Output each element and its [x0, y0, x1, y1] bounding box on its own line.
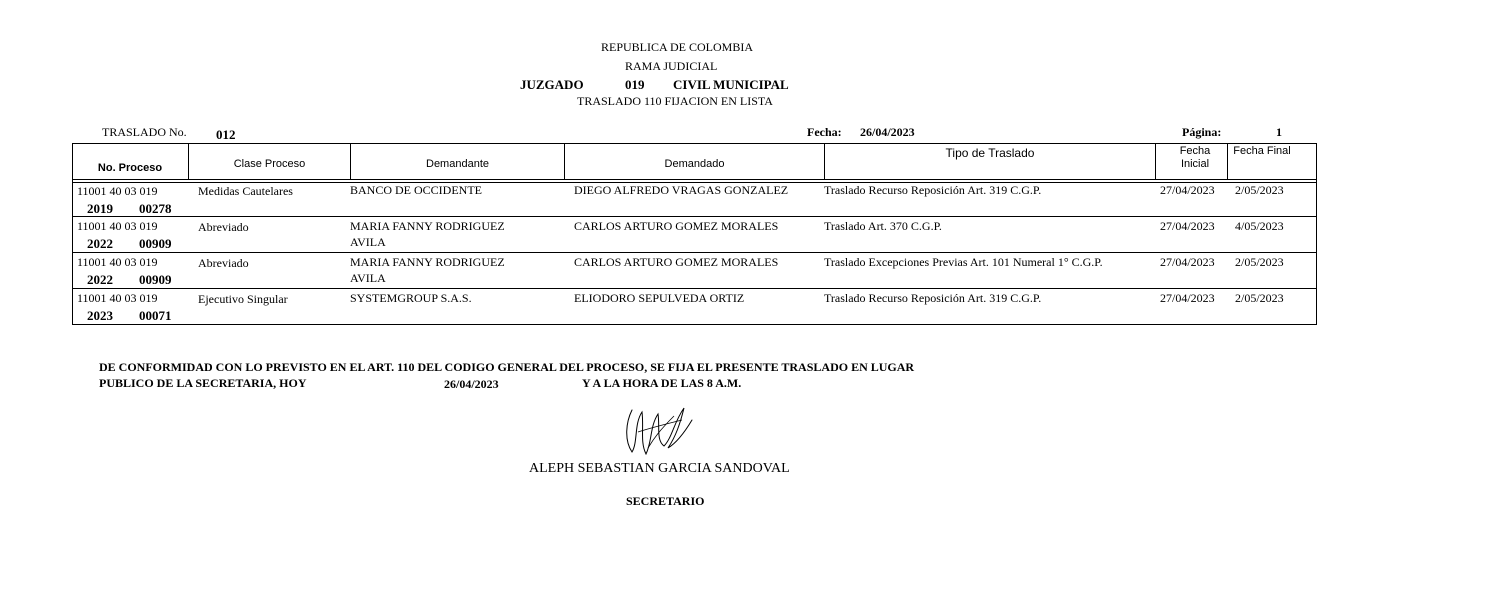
clase-proceso: Abreviado	[198, 256, 249, 270]
fecha-value: 26/04/2023	[860, 125, 915, 139]
clase-proceso: Abreviado	[198, 220, 249, 234]
signature-icon	[620, 402, 700, 467]
col-header-fecha-inicial: Fecha Inicial	[1179, 145, 1211, 170]
fecha-final: 2/05/2023	[1235, 183, 1284, 197]
proceso-number: 00278	[139, 201, 172, 216]
tipo-traslado: Traslado Art. 370 C.G.P.	[824, 219, 942, 233]
traslado-number-label: TRASLADO No.	[102, 125, 187, 139]
header-rama-judicial: RAMA JUDICIAL	[625, 59, 718, 73]
proceso-number: 00909	[139, 272, 172, 287]
proceso-code: 11001 40 03 019	[77, 184, 158, 198]
clase-proceso: Ejecutivo Singular	[198, 292, 288, 306]
fecha-label: Fecha:	[807, 125, 842, 139]
demandado: ELIODORO SEPULVEDA ORTIZ	[574, 291, 745, 305]
clase-proceso: Medidas Cautelares	[198, 184, 293, 198]
pagina-value: 1	[1276, 125, 1282, 139]
demandado: DIEGO ALFREDO VRAGAS GONZALEZ	[574, 183, 789, 197]
header-juzgado-number: 019	[625, 77, 645, 92]
col-header-clase-proceso: Clase Proceso	[233, 158, 306, 170]
footer-legal-text-line2: PUBLICO DE LA SECRETARIA, HOY	[99, 376, 307, 390]
footer-hour-text: Y A LA HORA DE LAS 8 A.M.	[582, 376, 742, 390]
fecha-inicial: 27/04/2023	[1160, 291, 1215, 305]
demandado: CARLOS ARTURO GOMEZ MORALES	[574, 255, 779, 269]
fecha-inicial: 27/04/2023	[1160, 183, 1215, 197]
col-header-demandante: Demandante	[426, 158, 489, 170]
signer-title: SECRETARIO	[626, 494, 705, 508]
fecha-final: 2/05/2023	[1235, 291, 1284, 305]
col-header-fecha-final: Fecha Final	[1233, 145, 1291, 157]
fecha-final: 4/05/2023	[1235, 219, 1284, 233]
fecha-inicial: 27/04/2023	[1160, 219, 1215, 233]
proceso-code: 11001 40 03 019	[77, 291, 158, 305]
proceso-year: 2019	[87, 201, 113, 216]
demandante: SYSTEMGROUP S.A.S.	[350, 291, 472, 305]
proceso-code: 11001 40 03 019	[77, 219, 158, 233]
header-traslado-title: TRASLADO 110 FIJACION EN LISTA	[577, 94, 773, 108]
pagina-label: Página:	[1182, 125, 1222, 139]
col-header-no-proceso: No. Proceso	[97, 162, 163, 174]
proceso-year: 2022	[87, 272, 113, 287]
header-juzgado-type: CIVIL MUNICIPAL	[673, 77, 789, 92]
traslado-number-value: 012	[216, 127, 236, 142]
tipo-traslado: Traslado Recurso Reposición Art. 319 C.G.P.	[824, 291, 1042, 305]
demandante: MARIA FANNY RODRIGUEZ AVILA	[350, 219, 505, 249]
proceso-number: 00071	[139, 308, 172, 323]
signer-name: ALEPH SEBASTIAN GARCIA SANDOVAL	[529, 461, 790, 476]
col-header-tipo-traslado: Tipo de Traslado	[945, 146, 1035, 160]
fecha-final: 2/05/2023	[1235, 255, 1284, 269]
traslados-table	[72, 143, 1317, 325]
proceso-code: 11001 40 03 019	[77, 255, 158, 269]
fecha-inicial: 27/04/2023	[1160, 255, 1215, 269]
demandante: BANCO DE OCCIDENTE	[350, 183, 482, 197]
header-republica: REPUBLICA DE COLOMBIA	[601, 40, 754, 54]
proceso-year: 2023	[87, 308, 113, 323]
demandado: CARLOS ARTURO GOMEZ MORALES	[574, 219, 779, 233]
proceso-year: 2022	[87, 236, 113, 251]
proceso-number: 00909	[139, 236, 172, 251]
footer-date: 26/04/2023	[444, 377, 499, 391]
footer-legal-text-line1: DE CONFORMIDAD CON LO PREVISTO EN EL ART. 110 DEL CODIGO GENERAL DEL PROCESO, SE FIJA EL PRESENTE TRASLADO EN LUGAR	[99, 360, 915, 374]
col-header-demandado: Demandado	[664, 158, 725, 170]
tipo-traslado: Traslado Recurso Reposición Art. 319 C.G.P.	[824, 183, 1042, 197]
header-juzgado-label: JUZGADO	[520, 77, 584, 92]
tipo-traslado: Traslado Excepciones Previas Art. 101 Numeral 1° C.G.P.	[824, 255, 1103, 269]
demandante: MARIA FANNY RODRIGUEZ AVILA	[350, 255, 505, 285]
